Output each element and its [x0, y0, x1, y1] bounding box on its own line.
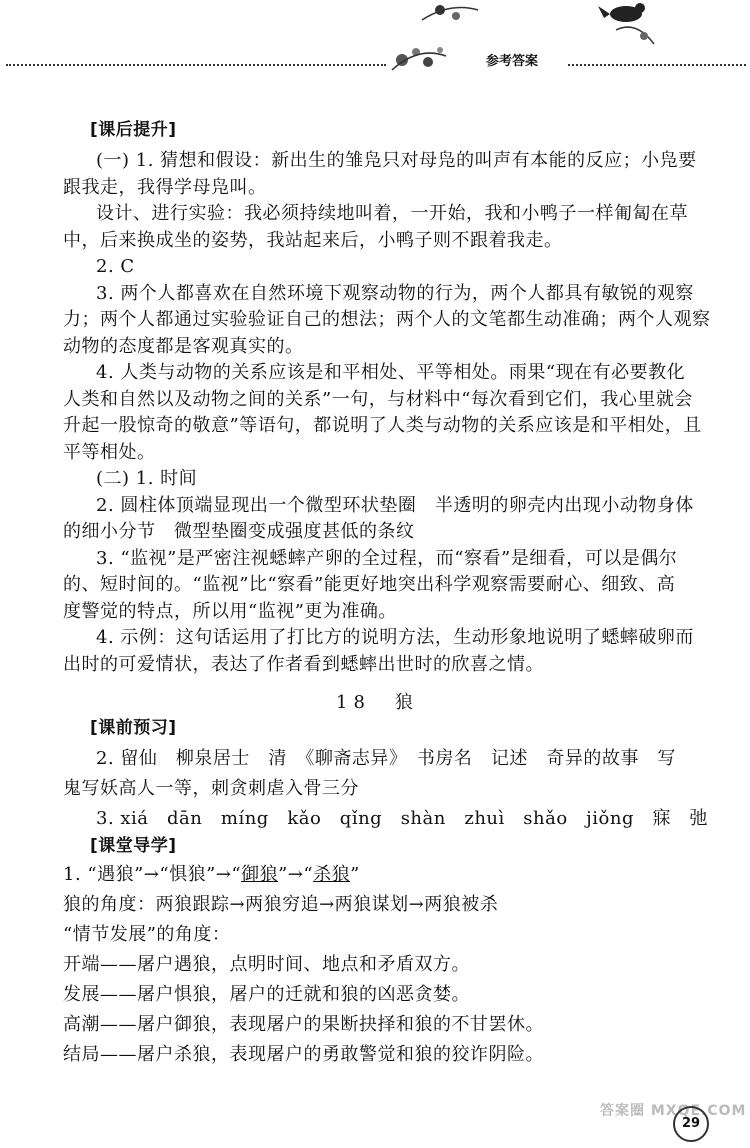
underlined-term: 杀狼 — [313, 864, 351, 885]
bird-decoration-icon — [596, 0, 656, 50]
text-line: 出时的可爱情状，表达了作者看到蟋蟀出世时的欣喜之情。 — [63, 654, 544, 675]
text-line: 度警觉的特点，所以用“监视”更为准确。 — [63, 600, 397, 622]
text-line: 高潮——屠户御狼，表现屠户的果断抉择和狼的不甘罢休。 — [63, 1014, 544, 1035]
section-heading-after-class: [课后提升] — [90, 120, 177, 140]
text-line-sequence — [63, 866, 360, 884]
lesson-title: 18 狼 — [336, 692, 419, 713]
sequence-mid: ”→“ — [278, 864, 314, 885]
header-divider-left — [6, 64, 386, 66]
text-line: 平等相处。 — [63, 441, 156, 463]
header-divider-right — [568, 64, 746, 66]
text-line: 力；两个人都通过实验验证自己的想法；两个人的文笔都生动准确；两个人观察 — [63, 309, 711, 331]
underlined-term: 御狼 — [241, 864, 279, 885]
text-line: (一) 1. 猜想和假设：新出生的雏凫只对母凫的叫声有本能的反应；小凫要 — [96, 150, 697, 171]
text-line: 4. 人类与动物的关系应该是和平相处、平等相处。雨果“现在有必要教化 — [96, 362, 686, 384]
text-line: 2. C — [96, 256, 135, 278]
text-line: 结局——屠户杀狼，表现屠户的勇敢警觉和狼的狡诈阴险。 — [63, 1044, 544, 1065]
text-line: 的、短时间的。“监视”比“察看”能更好地突出科学观察需要耐心、细致、高 — [63, 574, 676, 596]
text-line: 的细小分节 微型垫圈变成强度甚低的条纹 — [63, 521, 415, 543]
text-line: 跟我走，我得学母凫叫。 — [63, 176, 267, 198]
text-line: 3. 两个人都喜欢在自然环境下观察动物的行为，两个人都具有敏锐的观察 — [96, 282, 694, 304]
text-line: 升起一股惊奇的敬意”等语句，都说明了人类与动物的关系应该是和平相处，且 — [63, 415, 702, 437]
section-heading-preview: [课前预习] — [90, 718, 177, 738]
sequence-prefix: 1. “遇狼”→“惧狼”→“ — [63, 864, 242, 885]
text-line: 设计、进行实验：我必须持续地叫着，一开始，我和小鸭子一样匍匐在草 — [96, 203, 688, 225]
text-line: (二) 1. 时间 — [96, 468, 198, 490]
text-line: 2. 圆柱体顶端显现出一个微型环状垫圈 半透明的卵壳内出现小动物身体 — [96, 494, 694, 516]
text-line: 3. xiá dān míng kǎo qǐng shàn zhuì shǎo jiǒng 寐 弛 — [96, 808, 708, 829]
text-line: 开端——屠户遇狼，点明时间、地点和矛盾双方。 — [63, 954, 470, 975]
watermark: 答案圈 MXQE.COM — [600, 1103, 747, 1119]
text-line: 4. 示例：这句话运用了打比方的说明方法，生动形象地说明了蟋蟀破卵而 — [96, 627, 694, 649]
page-number: 29 — [673, 1106, 709, 1142]
text-line: “情节发展”的角度： — [63, 924, 231, 945]
text-line: 鬼写妖高人一等，刺贪刺虐入骨三分 — [63, 778, 359, 799]
sequence-suffix: ” — [350, 864, 360, 885]
text-line: 中，后来换成坐的姿势，我站起来后，小鸭子则不跟着我走。 — [63, 229, 563, 251]
text-line: 2. 留仙 柳泉居士 清 《聊斋志异》 书房名 记述 奇异的故事 写 — [96, 748, 676, 769]
text-line: 动物的态度都是客观真实的。 — [63, 335, 304, 357]
text-line: 3. “监视”是严密注视蟋蟀产卵的全过程，而“察看”是细看，可以是偶尔 — [96, 547, 678, 569]
text-line: 人类和自然以及动物之间的关系”一句，与材料中“每次看到它们，我心里就会 — [63, 388, 693, 410]
text-line: 发展——屠户惧狼，屠户的迁就和狼的凶恶贪婪。 — [63, 984, 470, 1005]
text-line: 狼的角度：两狼跟踪→两狼穷追→两狼谋划→两狼被杀 — [63, 894, 499, 915]
section-heading-guide: [课堂导学] — [90, 836, 177, 856]
flower-decoration-icon — [388, 40, 448, 76]
branch-decoration-icon — [420, 0, 480, 26]
header-title: 参考答案 — [486, 54, 539, 69]
